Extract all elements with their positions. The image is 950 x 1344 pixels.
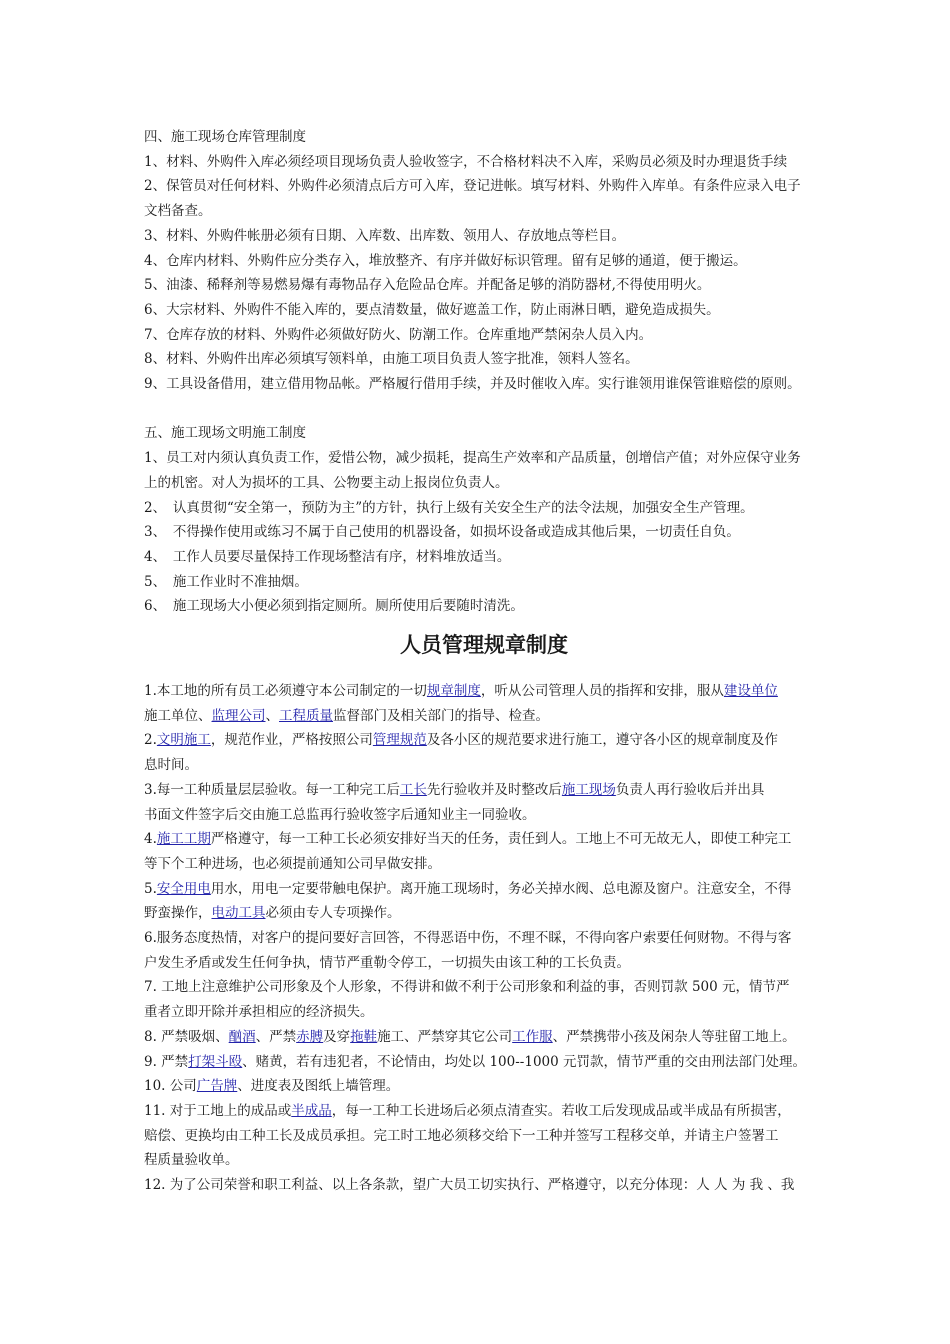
personnel-rules: [144, 679, 824, 1198]
inline-link[interactable]: 建设单位: [723, 683, 778, 700]
text-line: [144, 728, 824, 753]
text-segment: 5.: [144, 880, 157, 897]
text-line: [144, 926, 824, 951]
text-segment: 先行验收并及时整改后: [426, 781, 562, 798]
text-segment: 必须由专人专项操作。: [265, 905, 401, 922]
text-segment: 10. 公司: [144, 1078, 197, 1095]
text-segment: 4.: [144, 831, 157, 848]
text-segment: 、赌黄，若有违犯者，不论情由，均处以 100--1000 元罚款，情节严重的交由刑法部门处理。: [242, 1053, 807, 1070]
inline-link[interactable]: 管理规范: [372, 732, 427, 749]
text-line: [144, 679, 824, 704]
text-line: [144, 1173, 824, 1198]
text-segment: 及各小区的规范要求进行施工，遵守各小区的规章制度及作: [426, 732, 778, 749]
text-segment: 负责人再行验收后并出具: [615, 781, 765, 798]
text-line: [144, 803, 824, 828]
inline-link[interactable]: 酗酒: [228, 1028, 256, 1045]
text-line: [144, 877, 824, 902]
text-segment: 野蛮操作，: [144, 905, 212, 922]
spacer: [144, 671, 824, 679]
text-segment: 、严禁: [255, 1028, 297, 1045]
text-line: 1、员工对内须认真负责工作，爱惜公物，减少损耗，提高生产效率和产品质量，创增信产值；对外应保守业务: [144, 450, 801, 467]
blank-line: [144, 397, 824, 422]
text-line: 2、保管员对任何材料、外购件必须清点后方可入库，登记进帐。填写材料、外购件入库单。有条件应录入电子: [144, 178, 801, 195]
text-line: 2、 认真贯彻“安全第一，预防为主”的方针，执行上级有关安全生产的法令法规，加强安全生产管理。: [144, 499, 754, 516]
text-segment: 1.本工地的所有员工必须遵守本公司制定的一切: [144, 683, 427, 700]
text-segment: 用水，用电一定要带触电保护。离开施工现场时，务必关掉水阀、总电源及窗户。注意安全，不得: [210, 880, 792, 897]
section-lines: [144, 446, 824, 619]
inline-link[interactable]: 工作服: [512, 1028, 553, 1045]
text-line: [144, 852, 824, 877]
inline-link[interactable]: 广告牌: [196, 1078, 238, 1095]
inline-link[interactable]: 工长: [399, 781, 427, 798]
page-title: 人员管理规章制度: [400, 633, 568, 658]
text-line: [144, 1099, 824, 1124]
text-line: [144, 827, 824, 852]
text-segment: 、进度表及图纸上墙管理。: [237, 1078, 400, 1095]
text-segment: 9. 严禁: [144, 1053, 189, 1070]
text-line: 3、 不得操作使用或练习不属于自己使用的机器设备，如损坏设备或造成其他后果，一切责任自负。: [144, 524, 740, 541]
text-segment: 、: [265, 707, 279, 724]
text-segment: 施工、严禁穿其它公司: [377, 1028, 513, 1045]
text-segment: 3.每一工种质量层层验收。每一工种完工后: [144, 781, 400, 798]
section-civilized-construction: [144, 421, 824, 619]
text-line: [144, 1074, 824, 1099]
inline-link[interactable]: 规章制度: [426, 683, 481, 700]
inline-link[interactable]: 安全用电: [156, 880, 211, 897]
text-segment: 息时间。: [144, 757, 198, 774]
section-heading: 四、施工现场仓库管理制度: [144, 129, 306, 145]
text-segment: 8. 严禁吸烟、: [144, 1028, 229, 1045]
text-segment: 、严禁携带小孩及闲杂人等驻留工地上。: [552, 1028, 796, 1045]
text-segment: 赔偿、更换均由工种工长及成员承担。完工时工地必须移交给下一工种并签写工程移交单，并请主户签署工: [144, 1127, 779, 1144]
text-segment: 12. 为了公司荣誉和职工利益、以上各条款，望广大员工切实执行、严格遵守，以充分体现：人 人 为 我 、我: [144, 1177, 795, 1194]
inline-link[interactable]: 施工工期: [156, 831, 211, 848]
text-line: [144, 951, 824, 976]
inline-link[interactable]: 工程质量: [279, 707, 333, 724]
text-line: 6、大宗材料、外购件不能入库的，要点清数量，做好遮盖工作，防止雨淋日晒，避免造成损失。: [144, 301, 720, 318]
text-segment: ，规范作业，严格按照公司: [210, 732, 373, 749]
text-segment: 重者立即开除并承担相应的经济损失。: [144, 1004, 374, 1021]
text-line: 3、材料、外购件帐册必须有日期、入库数、出库数、领用人、存放地点等栏目。: [144, 227, 626, 244]
text-line: 7、仓库存放的材料、外购件必须做好防火、防潮工作。仓库重地严禁闲杂人员入内。: [144, 326, 653, 343]
text-segment: ，每一工种工长进场后必须点清查实。若收工后发现成品或半成品有所损害，: [331, 1103, 791, 1119]
document-body: [144, 125, 824, 1198]
inline-link[interactable]: 赤膊: [296, 1028, 324, 1045]
text-line: 5、油漆、稀释剂等易燃易爆有毒物品存入危险品仓库。并配备足够的消防器材,不得使用明火。: [144, 277, 711, 294]
section-heading: 五、施工现场文明施工制度: [144, 425, 306, 442]
text-segment: 书面文件签字后交由施工总监再行验收签字后通知业主一同验收。: [144, 806, 536, 823]
section-lines: [144, 150, 824, 397]
text-line: 8、材料、外购件出库必须填写领料单，由施工项目负责人签字批准，领料人签名。: [144, 351, 639, 368]
text-line: 上的机密。对人为损坏的工具、公物要主动上报岗位负责人。: [144, 474, 509, 491]
inline-link[interactable]: 拖鞋: [350, 1028, 378, 1045]
text-line: [144, 1000, 824, 1025]
text-line: 6、 施工现场大小便必须到指定厕所。厕所使用后要随时清洗。: [144, 598, 524, 615]
text-segment: 6.服务态度热情，对客户的提问要好言回答，不得恶语中伤，不理不睬，不得向客户索要任何财物。不得与客: [144, 930, 792, 947]
text-segment: 户发生矛盾或发生任何争执，情节严重勒令停工，一切损失由该工种的工长负责。: [144, 954, 630, 971]
text-line: [144, 778, 824, 803]
text-line: 9、工具设备借用，建立借用物品帐。严格履行借用手续，并及时催收入库。实行谁领用谁保管谁赔偿的原则。: [144, 376, 801, 393]
text-line: [144, 1148, 824, 1173]
text-line: 4、仓库内材料、外购件应分类存入，堆放整齐、有序并做好标识管理。留有足够的通道，便于搬运。: [144, 252, 747, 269]
text-line: [144, 1025, 824, 1050]
text-line: [144, 753, 824, 778]
text-segment: 严格遵守，每一工种工长必须安排好当天的任务，责任到人。工地上不可无故无人，即使工种完工: [210, 831, 792, 848]
text-line: 文档备查。: [144, 203, 212, 220]
inline-link[interactable]: 施工现场: [561, 781, 616, 798]
text-segment: 及穿: [323, 1028, 351, 1045]
text-line: [144, 1050, 824, 1075]
text-line: [144, 975, 824, 1000]
text-line: [144, 704, 824, 729]
inline-link[interactable]: 监理公司: [211, 707, 266, 724]
text-segment: 11. 对于工地上的成品或: [144, 1103, 292, 1119]
text-segment: 等下个工种进场，也必须提前通知公司早做安排。: [144, 855, 441, 872]
inline-link[interactable]: 电动工具: [211, 905, 266, 922]
text-segment: 2.: [144, 732, 157, 749]
inline-link[interactable]: 半成品: [291, 1103, 332, 1119]
text-segment: ，听从公司管理人员的指挥和安排，服从: [480, 683, 724, 700]
section-warehouse-rules: [144, 125, 824, 397]
inline-link[interactable]: 打架斗殴: [188, 1053, 243, 1070]
text-line: [144, 901, 824, 926]
inline-link[interactable]: 文明施工: [156, 732, 211, 749]
text-segment: 监督部门及相关部门的指导、检查。: [333, 707, 549, 724]
text-line: [144, 1124, 824, 1149]
text-line: 1、材料、外购件入库必须经项目现场负责人验收签字，不合格材料决不入库，采购员必须及时办理退货手续: [144, 153, 788, 170]
text-line: 5、 施工作业时不准抽烟。: [144, 573, 308, 590]
text-line: 4、 工作人员要尽量保持工作现场整洁有序，材料堆放适当。: [144, 548, 511, 565]
text-segment: 7. 工地上注意维护公司形象及个人形象，不得讲和做不利于公司形象和利益的事，否则罚款 500 元，情节严: [144, 979, 790, 996]
text-segment: 程质量验收单。: [144, 1152, 239, 1169]
text-segment: 施工单位、: [144, 707, 212, 724]
